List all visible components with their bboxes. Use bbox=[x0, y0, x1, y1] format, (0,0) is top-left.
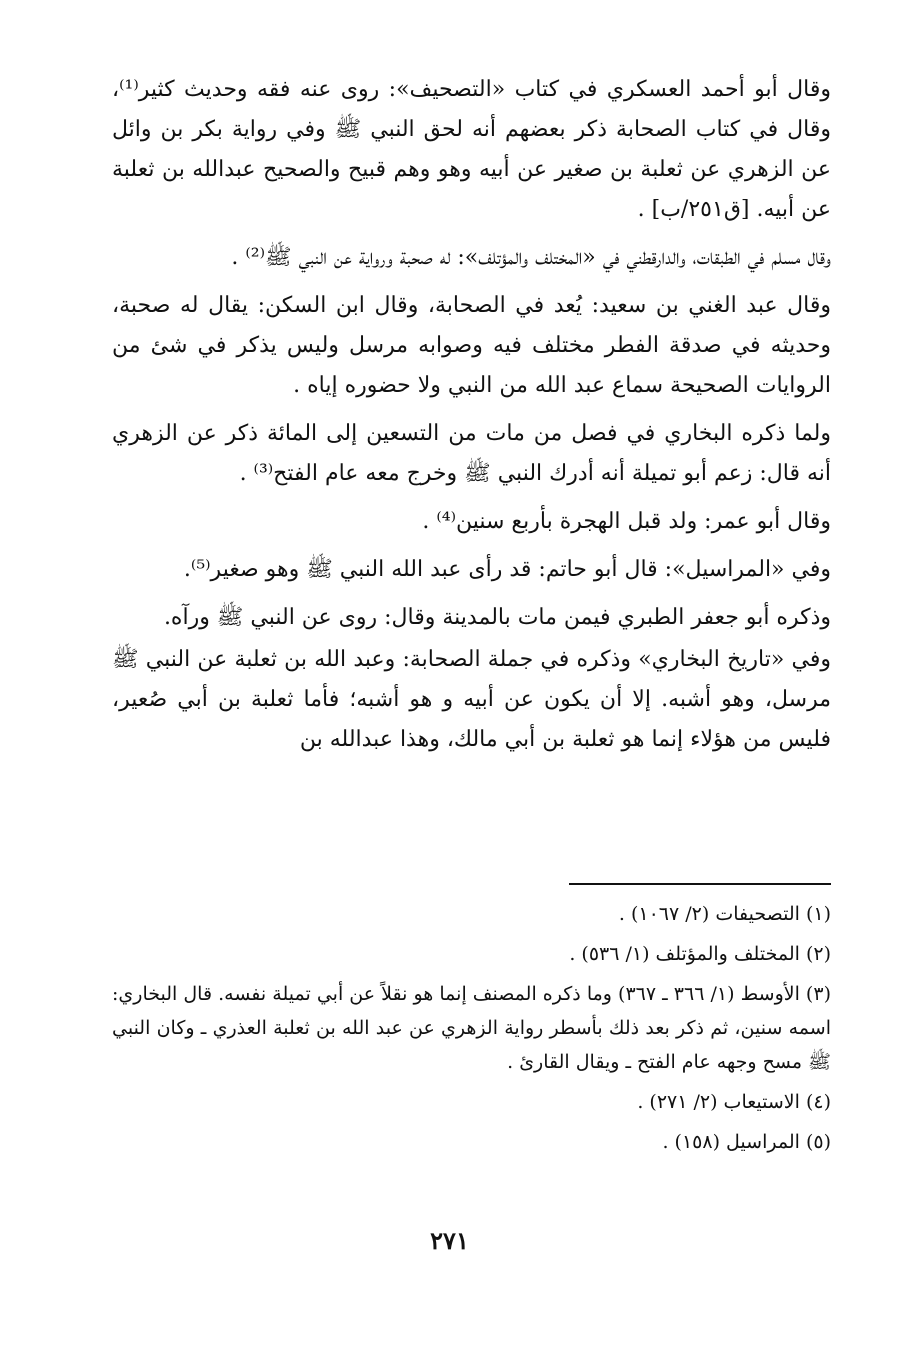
footnote-2: (٢) المختلف والمؤتلف (١/ ٥٣٦) . bbox=[569, 943, 831, 965]
footnote-divider bbox=[569, 883, 831, 885]
paragraph-1: وقال أبو أحمد العسكري في كتاب «التصحيف»: روى عنه فقه وحديث كثير⁽¹⁾، وقال في كتاب الصحابة ذكر بعضهم أنه لحق النبي ﷺ وفي رواية بكر بن وائل عن الزهري عن ثعلبة بن صغير عن أبيه وهو وهم قبيح والصحيح عبدالله بن ثعلبة عن أبيه. [ق٢٥١/ب] . bbox=[112, 77, 831, 222]
footnote-1: (١) التصحيفات (٢/ ١٠٦٧) . bbox=[618, 903, 831, 925]
paragraph-7: وذكره أبو جعفر الطبري فيمن مات بالمدينة وقال: روى عن النبي ﷺ ورآه. bbox=[163, 605, 831, 630]
footnote-5: (٥) المراسيل (١٥٨) . bbox=[662, 1131, 831, 1153]
footnote-3: (٣) الأوسط (١/ ٣٦٦ ـ ٣٦٧) وما ذكره المصنف إنما هو نقلاً عن أبي تميلة نفسه. قال البخاري: اسمه سنين، ثم ذكر بعد ذلك بأسطر رواية الزهري عن عبد الله بن ثعلبة العذري ـ وكان النبي ﷺ مسح وجهه عام الفتح ـ ويقال القارئ . bbox=[112, 983, 831, 1073]
main-text bbox=[112, 70, 831, 768]
paragraph-4: ولما ذكره البخاري في فصل من مات من التسعين إلى المائة ذكر عن الزهري أنه قال: زعم أبو تميلة أنه أدرك النبي ﷺ وخرج معه عام الفتح⁽³⁾ . bbox=[112, 421, 831, 486]
footnotes bbox=[112, 897, 831, 1165]
paragraph-3: وقال عبد الغني بن سعيد: يُعد في الصحابة، وقال ابن السكن: يقال له صحبة، وحديثه في صدقة الفطر مختلف فيه وصوابه مرسل وليس يذكر في شئ من الروايات الصحيحة سماع عبد الله من النبي ولا حضوره إياه . bbox=[112, 293, 831, 398]
paragraph-5: وقال أبو عمر: ولد قبل الهجرة بأربع سنين⁽⁴⁾ . bbox=[422, 509, 831, 534]
footnote-4: (٤) الاستيعاب (٢/ ٢٧١) . bbox=[637, 1091, 831, 1113]
paragraph-2: وقال مسلم في الطبقات، والدارقطني في «المختلف والمؤتلف»: له صحبة ورواية عن النبي ﷺ⁽²⁾ . bbox=[231, 245, 831, 270]
paragraph-6: وفي «المراسيل»: قال أبو حاتم: قد رأى عبد الله النبي ﷺ وهو صغير⁽⁵⁾. bbox=[183, 557, 831, 582]
paragraph-8: وفي «تاريخ البخاري» وذكره في جملة الصحابة: وعبد الله بن ثعلبة عن النبي ﷺ مرسل، وهو أشبه. إلا أن يكون عن أبيه و هو أشبه؛ فأما ثعلبة بن أبي صُعير، فليس من هؤلاء إنما هو ثعلبة بن أبي مالك، وهذا عبدالله بن bbox=[112, 647, 831, 752]
page-number: ٢٧١ bbox=[430, 1226, 469, 1255]
